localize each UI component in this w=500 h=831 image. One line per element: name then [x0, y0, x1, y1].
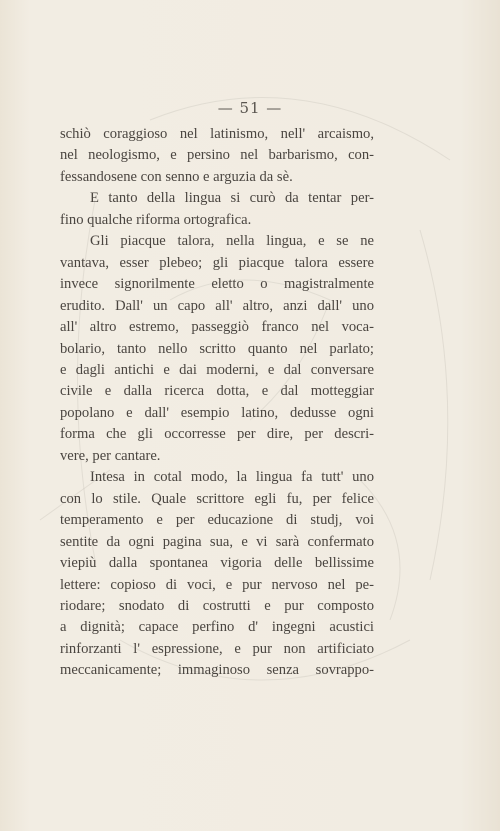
text-line: a dignità; capace perfino d' ingegni acustici — [60, 619, 374, 636]
text-line: viepiù dalla spontanea vigoria delle bellissime — [60, 555, 374, 572]
text-line: e dagli antichi e dai moderni, e dal conversare — [60, 361, 374, 378]
text-line: schiò coraggioso nel latinismo, nell' arcaismo, — [60, 126, 374, 142]
text-line: temperamento e per educazione di studj, voi — [60, 512, 374, 529]
page-number: — 51 — — [217, 99, 283, 117]
text-line: fino qualche riforma ortografica. — [60, 211, 252, 228]
text-line: lettere: copioso di voci, e pur nervoso nel pe- — [60, 576, 374, 593]
text-line: all' altro estremo, passeggiò franco nel voca- — [60, 319, 374, 336]
body-text — [60, 124, 374, 682]
text-line: forma che gli occorresse per dire, per descri- — [60, 426, 374, 443]
text-line: meccanicamente; immaginoso senza sovrappo- — [60, 662, 374, 679]
text-line: riodare; snodato di costrutti e pur composto — [60, 597, 374, 614]
text-line: Gli piacque talora, nella lingua, e se ne — [90, 233, 374, 250]
text-line: invece signorilmente eletto o magistralmente — [60, 276, 374, 293]
text-line: sentite da ogni pagina sua, e vi sarà confermato — [60, 533, 374, 550]
text-line: civile e dalla ricerca dotta, e dal motteggiar — [60, 383, 374, 400]
text-line: fessandosene con senno e arguzia da sè. — [60, 168, 293, 185]
text-line: popolano e dall' esempio latino, dedusse ogni — [60, 404, 374, 421]
text-line: rinforzanti l' espressione, e pur non artificiato — [60, 640, 374, 657]
text-line: nel neologismo, e persino nel barbarismo, con- — [60, 147, 374, 164]
text-line: Intesa in cotal modo, la lingua fa tutt' uno — [90, 469, 374, 486]
text-line: E tanto della lingua si curò da tentar per- — [90, 190, 374, 207]
text-line: erudito. Dall' un capo all' altro, anzi dall' uno — [60, 297, 374, 314]
text-line: con lo stile. Quale scrittore egli fu, per felice — [60, 490, 374, 507]
text-line: vere, per cantare. — [60, 447, 161, 464]
text-line: bolario, tanto nello scritto quanto nel parlato; — [60, 340, 374, 357]
text-line: vantava, esser plebeo; gli piacque talora essere — [60, 254, 374, 271]
